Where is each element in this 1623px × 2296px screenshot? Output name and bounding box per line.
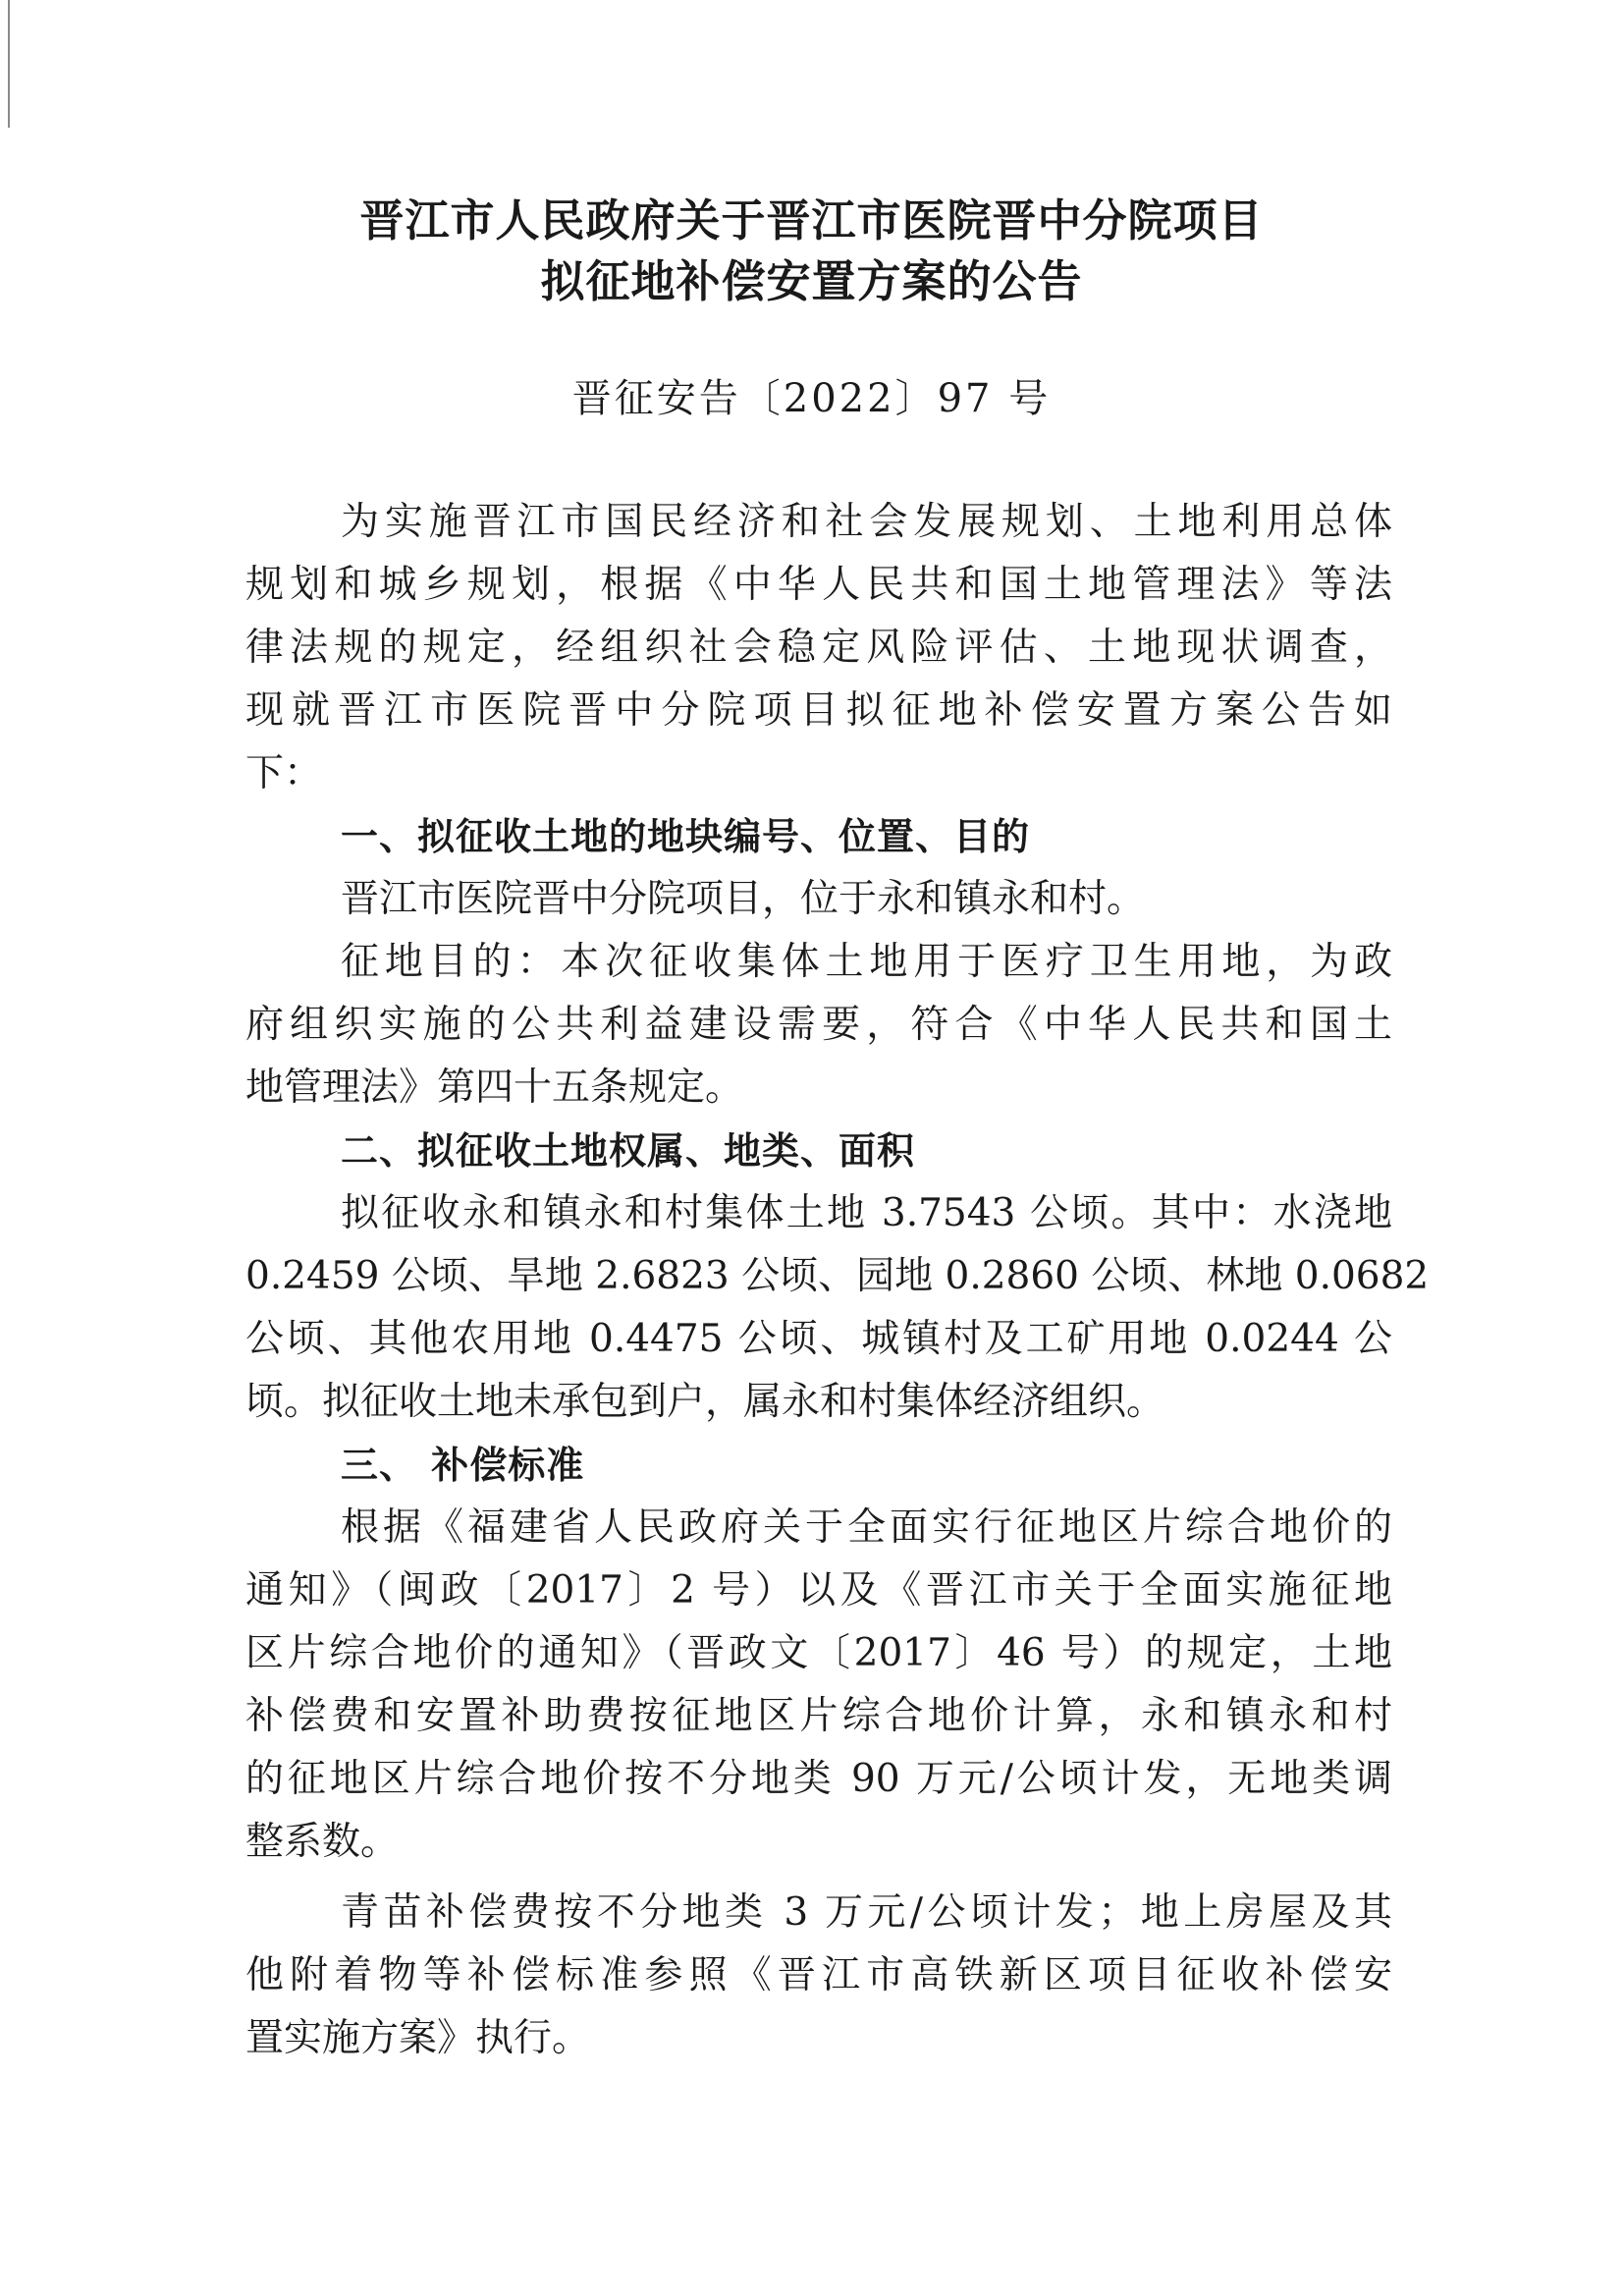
section-3-line: 整系数。 xyxy=(245,1820,400,1864)
intro-line: 规划和城乡规划，根据《中华人民共和国土地管理法》等法 xyxy=(245,563,1392,607)
section-3-line: 区片综合地价的通知》（晋政文〔2017〕46 号）的规定，土地 xyxy=(245,1631,1392,1675)
section-3-seedling-line: 青苗补偿费按不分地类 3 万元/公顷计发；地上房屋及其 xyxy=(341,1890,1392,1935)
document-title-line-1: 晋江市人民政府关于晋江市医院晋中分院项目 xyxy=(359,194,1264,246)
section-3-line: 通知》（闽政〔2017〕2 号）以及《晋江市关于全面实施征地 xyxy=(245,1568,1392,1613)
section-3-heading: 三、 补偿标准 xyxy=(341,1444,585,1487)
section-3-line: 根据《福建省人民政府关于全面实行征地区片综合地价的 xyxy=(341,1505,1392,1550)
document-title-line-2: 拟征地补偿安置方案的公告 xyxy=(540,255,1083,307)
section-1-paragraph: 晋江市医院晋中分院项目，位于永和镇永和村。 xyxy=(341,877,1146,921)
intro-line: 为实施晋江市国民经济和社会发展规划、土地利用总体 xyxy=(341,500,1392,544)
section-3-line: 的征地区片综合地价按不分地类 90 万元/公顷计发，无地类调 xyxy=(245,1757,1392,1801)
section-2-line: 公顷、其他农用地 0.4475 公顷、城镇村及工矿用地 0.0244 公 xyxy=(245,1317,1392,1361)
section-3-seedling-line: 置实施方案》执行。 xyxy=(245,2016,591,2060)
intro-line: 下： xyxy=(245,751,323,795)
section-1-purpose-line: 府组织实施的公共利益建设需要，符合《中华人民共和国土 xyxy=(245,1003,1392,1047)
section-2-line: 顷。拟征收土地未承包到户，属永和村集体经济组织。 xyxy=(245,1380,1165,1424)
section-2-line: 拟征收永和镇永和村集体土地 3.7543 公顷。其中：水浇地 xyxy=(341,1191,1392,1235)
section-2-heading: 二、拟征收土地权属、地类、面积 xyxy=(341,1129,916,1173)
section-2-line: 0.2459 公顷、旱地 2.6823 公顷、园地 0.2860 公顷、林地 0.0682 xyxy=(245,1254,1430,1298)
section-1-purpose-line: 征地目的：本次征收集体土地用于医疗卫生用地，为政 xyxy=(341,940,1392,984)
section-1-heading: 一、拟征收土地的地块编号、位置、目的 xyxy=(341,815,1031,858)
section-3-seedling-line: 他附着物等补偿标准参照《晋江市高铁新区项目征收补偿安 xyxy=(245,1953,1392,1997)
section-3-line: 补偿费和安置补助费按征地区片综合地价计算，永和镇永和村 xyxy=(245,1694,1392,1738)
scan-edge-line xyxy=(8,0,10,128)
section-1-purpose-line: 地管理法》第四十五条规定。 xyxy=(245,1066,744,1110)
intro-line: 现就晋江市医院晋中分院项目拟征地补偿安置方案公告如 xyxy=(245,688,1392,733)
intro-line: 律法规的规定，经组织社会稳定风险评估、土地现状调查， xyxy=(245,626,1392,670)
document-number: 晋征安告〔2022〕97 号 xyxy=(571,376,1052,421)
